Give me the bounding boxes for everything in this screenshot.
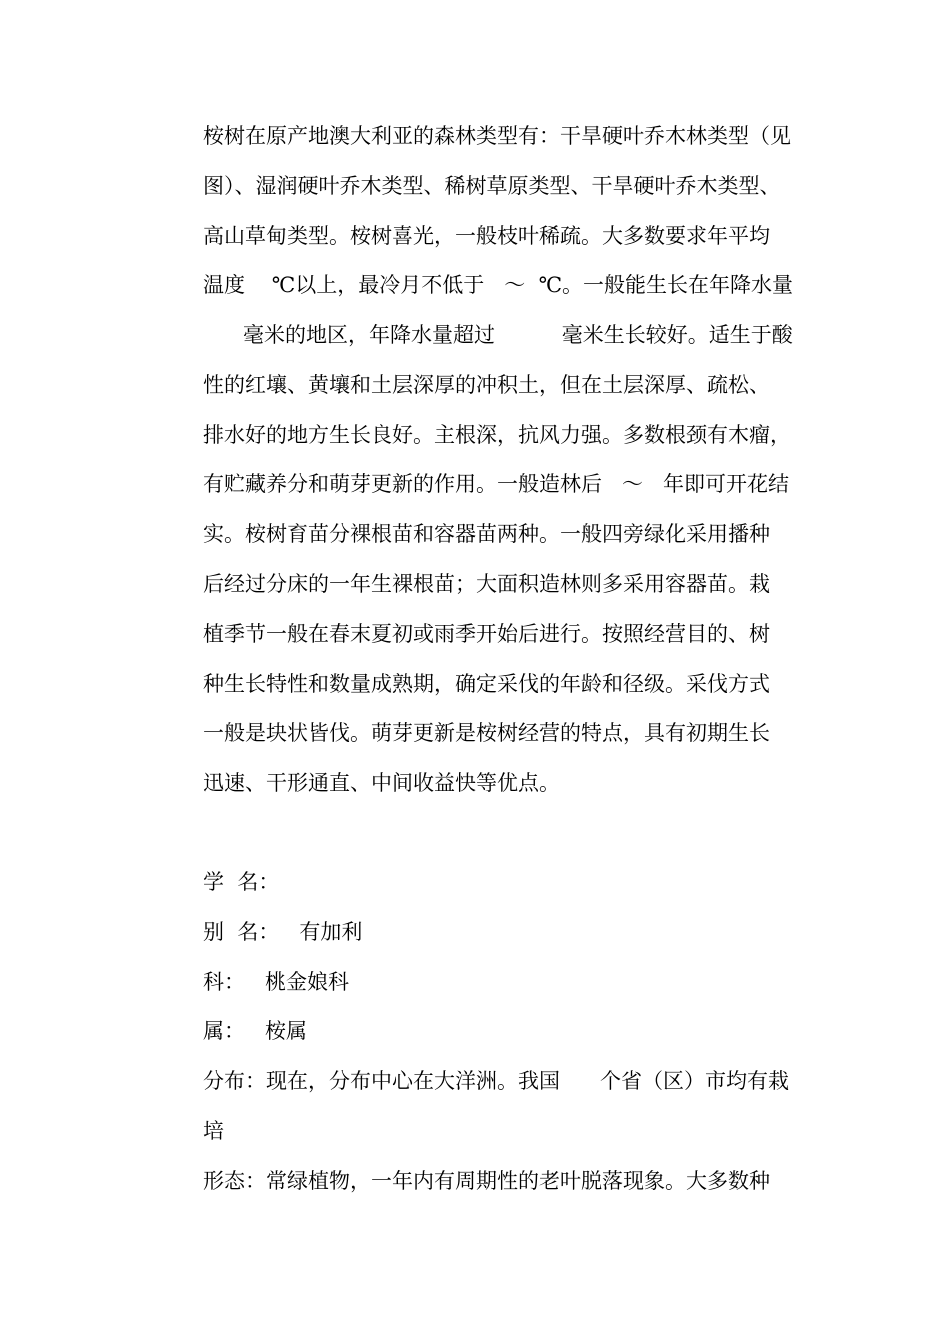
paragraph-line: 桉树在原产地澳大利亚的森林类型有：干旱硬叶乔木林类型（见: [203, 124, 791, 148]
paragraph-line: 植季节一般在春末夏初或雨季开始后进行。按照经营目的、树: [203, 622, 770, 646]
paragraph-line: 一般是块状皆伐。萌芽更新是桉树经营的特点，具有初期生长: [203, 721, 770, 745]
paragraph-line: 温度 ℃以上，最冷月不低于 ～ ℃。一般能生长在年降水量: [203, 273, 794, 297]
paragraph-line: 有贮藏养分和萌芽更新的作用。一般造林后 ～ 年即可开花结: [203, 472, 790, 496]
paragraph-line: 图）、湿润硬叶乔木类型、稀树草原类型、干旱硬叶乔木类型、: [203, 174, 781, 198]
paragraph-line: 后经过分床的一年生裸根苗；大面积造林则多采用容器苗。栽: [203, 572, 770, 596]
distribution-line-continued: 培: [203, 1119, 224, 1143]
family-line: 科： 桃金娘科: [203, 970, 350, 994]
paragraph-line: 性的红壤、黄壤和土层深厚的冲积土，但在土层深厚、疏松、: [203, 373, 770, 397]
paragraph-line: 排水好的地方生长良好。主根深，抗风力强。多数根颈有木瘤，: [203, 423, 791, 447]
morphology-line: 形态：常绿植物，一年内有周期性的老叶脱落现象。大多数种: [203, 1169, 770, 1193]
scientific-name-line: 学 名：: [203, 870, 280, 894]
paragraph-line: 毫米的地区，年降水量超过 毫米生长较好。适生于酸: [203, 323, 793, 347]
distribution-line: 分布：现在，分布中心在大洋洲。我国 个省（区）市均有栽: [203, 1069, 790, 1093]
paragraph-line: 实。桉树育苗分裸根苗和容器苗两种。一般四旁绿化采用播种: [203, 522, 770, 546]
alias-line: 别 名： 有加利: [203, 920, 363, 944]
paragraph-line: 高山草甸类型。桉树喜光，一般枝叶稀疏。大多数要求年平均: [203, 224, 770, 248]
paragraph-line: 种生长特性和数量成熟期，确定采伐的年龄和径级。采伐方式: [203, 672, 770, 696]
genus-line: 属： 桉属: [203, 1019, 308, 1043]
paragraph-line: 迅速、干形通直、中间收益快等优点。: [203, 771, 560, 795]
